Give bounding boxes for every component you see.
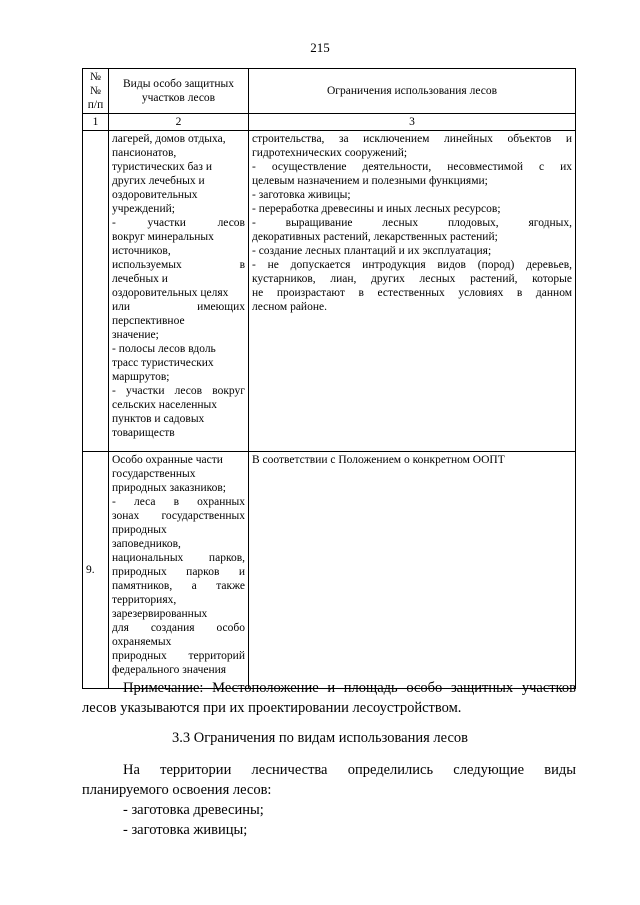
cell-line: для создания особо: [112, 622, 245, 634]
cell-line: не произрастают в естественных условиях в данном: [252, 287, 572, 299]
cell-line: - выращивание лесных плодовых, ягодных,: [252, 217, 572, 229]
cell-line: заповедников,: [112, 538, 181, 550]
list-item: - заготовка древесины;: [123, 802, 264, 818]
cell-line: - осуществление деятельности, несовместимой с их: [252, 161, 572, 173]
cell-line: лесном районе.: [252, 301, 327, 313]
table-note: [82, 678, 576, 718]
table-row: [83, 131, 576, 452]
header-num-line: п/п: [87, 99, 104, 111]
header-num: [83, 69, 109, 114]
restrictions-table: [82, 68, 576, 689]
header-kind-line: Виды особо защитных: [123, 78, 234, 90]
cell-line: Особо охранные части: [112, 454, 223, 466]
cell-line: сельских населенных: [112, 399, 218, 411]
column-number: 2: [109, 114, 249, 131]
column-number-row: [83, 114, 576, 131]
cell-line: значение;: [112, 329, 159, 341]
cell-line: вокруг минеральных: [112, 231, 214, 243]
cell-line: кустарников, лиан, других лесных растений, которые: [252, 273, 572, 285]
cell-line: лагерей, домов отдыха,: [112, 133, 226, 145]
cell-line: строительства, за исключением линейных объектов и: [252, 133, 572, 145]
page-number: 215: [310, 40, 330, 55]
row-number: 9.: [83, 452, 109, 689]
kind-cell: [109, 452, 249, 689]
cell-line: - леса в охранных: [112, 496, 245, 508]
column-number: 1: [83, 114, 109, 131]
cell-line: декоративных растений, лекарственных растений;: [252, 231, 498, 243]
header-limits: Ограничения использования лесов: [249, 69, 576, 114]
cell-line: государственных: [112, 468, 196, 480]
cell-line: территориях,: [112, 594, 177, 606]
header-kind-line: участков лесов: [141, 92, 216, 104]
header-kind: [109, 69, 249, 114]
cell-line: - участки лесов: [112, 217, 245, 229]
cell-line: В соответствии с Положением о конкретном ООПТ: [252, 454, 505, 466]
cell-line: природных территорий: [112, 650, 245, 662]
cell-line: лечебных и: [112, 273, 168, 285]
cell-line: - переработка древесины и иных лесных ресурсов;: [252, 203, 501, 215]
header-num-line: №№: [90, 71, 101, 97]
cell-line: товариществ: [112, 427, 175, 439]
cell-line: - заготовка живицы;: [252, 189, 351, 201]
table-row: [83, 452, 576, 689]
list-item: - заготовка живицы;: [123, 822, 248, 838]
cell-line: используемых в: [112, 259, 245, 271]
note-line: Примечание: Местоположение и площадь особо защитных участков: [123, 680, 576, 696]
cell-line: зарезервированных: [112, 608, 208, 620]
cell-line: - полосы лесов вдоль: [112, 343, 216, 355]
cell-line: или имеющих: [112, 301, 245, 313]
cell-line: природных: [112, 524, 167, 536]
kind-cell: [109, 131, 249, 452]
table-header-row: [83, 69, 576, 114]
cell-line: трасс туристических: [112, 357, 214, 369]
note-line: лесов указываются при их проектировании лесоустройством.: [82, 700, 462, 716]
cell-line: пунктов и садовых: [112, 413, 205, 425]
section-title: 3.3 Ограничения по видам использования лесов: [172, 730, 468, 746]
cell-line: оздоровительных целях: [112, 287, 229, 299]
cell-line: пансионатов,: [112, 147, 177, 159]
cell-line: перспективное: [112, 315, 185, 327]
cell-line: источников,: [112, 245, 171, 257]
cell-line: памятников, а также: [112, 580, 245, 592]
limits-cell: [249, 452, 576, 689]
cell-line: - не допускается интродукция видов (пород) деревьев,: [252, 259, 572, 271]
cell-line: федерального значения: [112, 664, 227, 676]
cell-line: зонах государственных: [112, 510, 245, 522]
paragraph-line: На территории лесничества определились следующие виды: [123, 762, 576, 778]
column-number: 3: [249, 114, 576, 131]
cell-line: природных заказников;: [112, 482, 226, 494]
cell-line: маршрутов;: [112, 371, 170, 383]
row-number: [83, 131, 109, 452]
cell-line: туристических баз и: [112, 161, 212, 173]
cell-line: - создание лесных плантаций и их эксплуатация;: [252, 245, 492, 257]
cell-line: гидротехнических сооружений;: [252, 147, 408, 159]
cell-line: национальных парков,: [112, 552, 245, 564]
cell-line: - участки лесов вокруг: [112, 385, 245, 397]
cell-line: учреждений;: [112, 203, 175, 215]
cell-line: других лечебных и: [112, 175, 205, 187]
limits-cell: [249, 131, 576, 452]
cell-line: оздоровительных: [112, 189, 198, 201]
paragraph-line: планируемого освоения лесов:: [82, 782, 272, 798]
cell-line: охраняемых: [112, 636, 172, 648]
body-paragraph: [82, 760, 576, 840]
cell-line: целевым назначением и полезными функциями;: [252, 175, 488, 187]
cell-line: природных парков и: [112, 566, 245, 578]
